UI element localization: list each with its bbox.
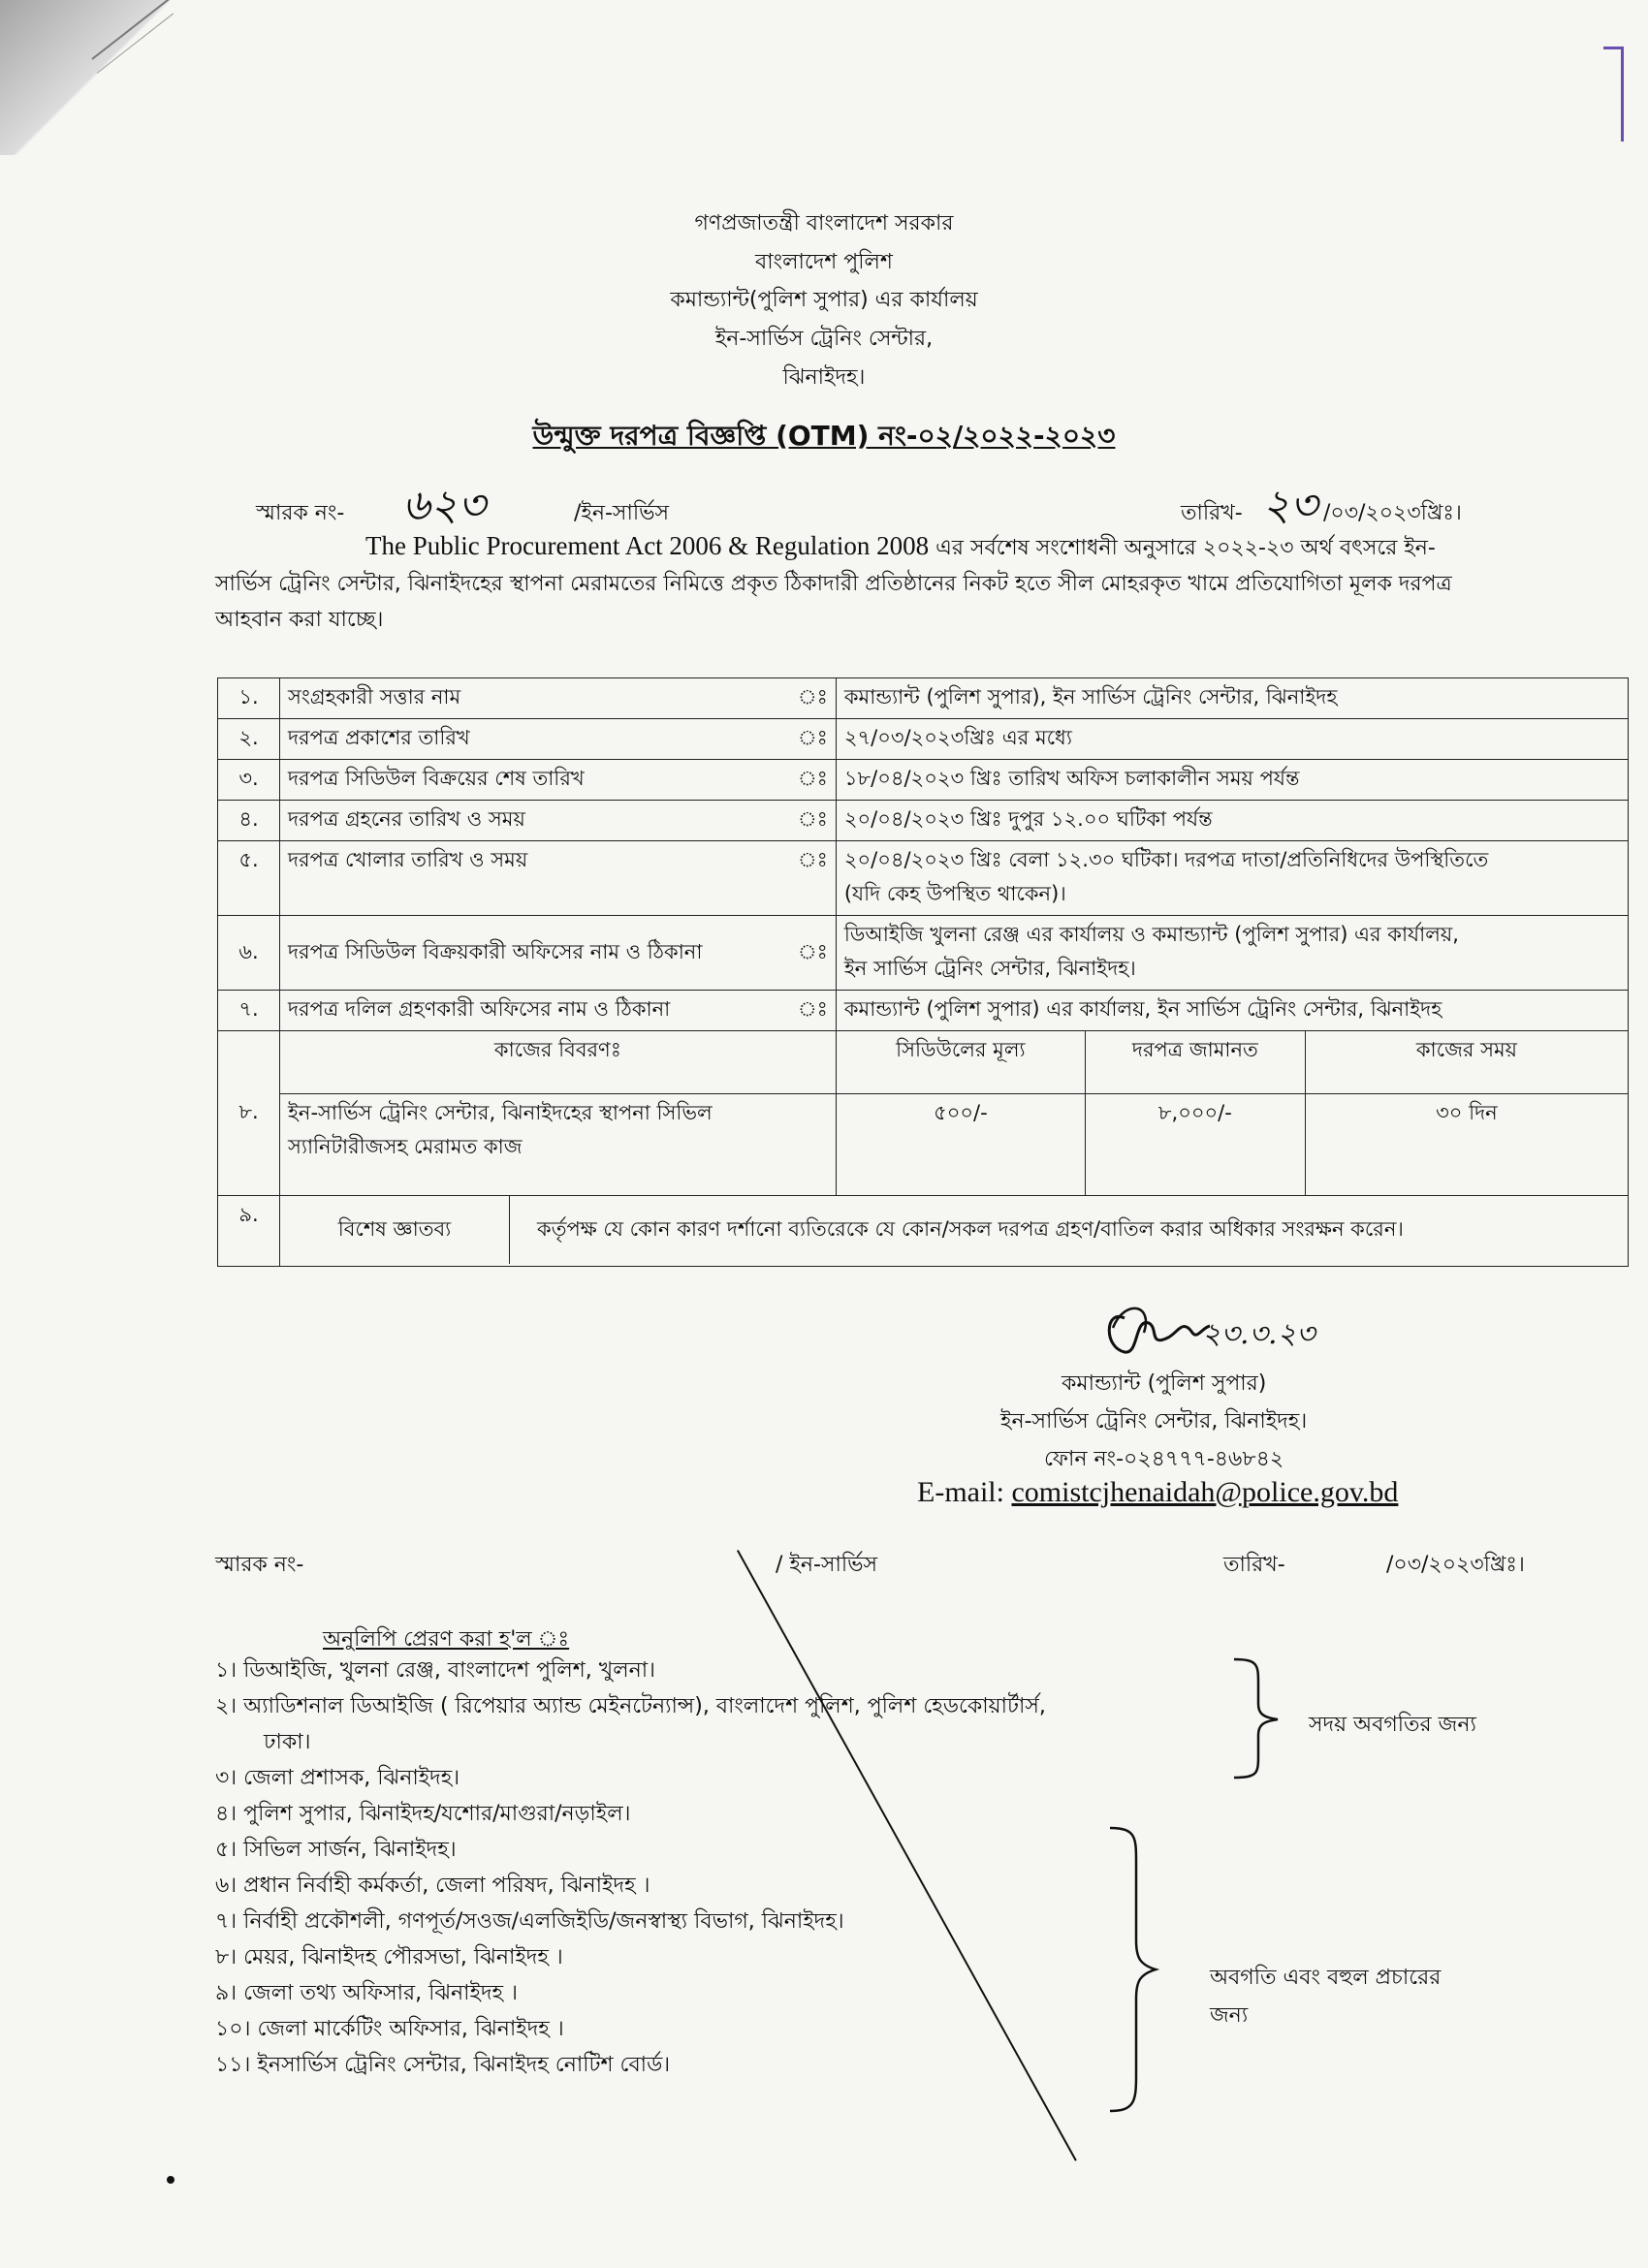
cc-list — [215, 1653, 1223, 2083]
table-row — [218, 678, 1629, 719]
row-label: দরপত্র প্রকাশের তারিখ — [280, 719, 791, 760]
memo-label: স্মারক নং- — [256, 501, 345, 525]
work-time-header: কাজের সময় — [1305, 1031, 1628, 1094]
work-value-row — [218, 1094, 1629, 1196]
row-value-line2: ইন সার্ভিস ট্রেনিং সেন্টার, ঝিনাইদহ। — [843, 957, 1136, 980]
header-district: ঝিনাইদহ। — [782, 365, 866, 390]
list-item: ৯। জেলা তথ্য অফিসার, ঝিনাইদহ । — [215, 1981, 518, 2005]
intro-line2: সার্ভিস ট্রেনিং সেন্টার, ঝিনাইদহের স্থাপনা মেরামতের নিমিত্তে প্রকৃত ঠিকাদারী প্রতিষ্ঠানের নিকট হতে সীল মোহরকৃত খামে প্রতিযোগিতা মূলক দরপত্র — [215, 572, 1452, 596]
row-number: ৯. — [218, 1196, 280, 1267]
memo2-date: /০৩/২০২৩খ্রিঃ। — [1386, 1553, 1525, 1577]
date-handwritten-day: ২৩ — [1262, 481, 1318, 530]
row-label: দরপত্র খোলার তারিখ ও সময় — [280, 841, 791, 916]
memo2-suffix: / ইন-সার্ভিস — [776, 1553, 878, 1577]
row-value-line1: ডিআইজি খুলনা রেঞ্জ এর কার্যালয় ও কমান্ড্যান্ট (পুলিশ সুপার) এর কার্যালয়, — [843, 923, 1459, 946]
list-item: ১। ডিআইজি, খুলনা রেঞ্জ, বাংলাদেশ পুলিশ, খুলনা। — [215, 1658, 655, 1683]
signatory-title: কমান্ড্যান্ট (পুলিশ সুপার) — [1062, 1371, 1267, 1396]
row-colon: ঃ — [790, 991, 836, 1031]
brace-icon — [1229, 1655, 1287, 1781]
list-item: ঢাকা। — [264, 1730, 311, 1754]
row-colon: ঃ — [790, 916, 836, 991]
tender-info-table — [217, 677, 1629, 1267]
table-row — [218, 916, 1629, 991]
row-colon: ঃ — [790, 841, 836, 916]
note-attention: সদয় অবগতির জন্য — [1309, 1713, 1476, 1737]
corner-mark — [1603, 47, 1624, 142]
signatory-org: ইন-সার্ভিস ট্রেনিং সেন্টার, ঝিনাইদহ। — [1000, 1409, 1308, 1433]
ink-dot — [167, 2176, 174, 2184]
row-label: সংগ্রহকারী সত্তার নাম — [280, 678, 791, 719]
work-desc-line1: ইন-সার্ভিস ট্রেনিং সেন্টার, ঝিনাইদহের স্থাপনা সিভিল — [288, 1101, 713, 1124]
row-number: ৩. — [218, 760, 280, 801]
date-label: তারিখ- — [1181, 501, 1243, 525]
table-row — [218, 841, 1629, 916]
header-office: কমান্ড্যান্ট(পুলিশ সুপার) এর কার্যালয় — [670, 288, 978, 312]
table-row — [218, 719, 1629, 760]
special-note-label: বিশেষ জ্ঞাতব্য — [280, 1196, 510, 1264]
signature-date: ২৩.৩.২৩ — [1202, 1317, 1315, 1351]
row-value: ২০/০৪/২০২৩ খ্রিঃ দুপুর ১২.০০ ঘটিকা পর্যন্ত — [836, 801, 1628, 841]
note-publicity-line2: জন্য — [1210, 2003, 1249, 2028]
list-item: ৭। নির্বাহী প্রকৌশলী, গণপূর্ত/সওজ/এলজিইডি/জনস্বাস্থ্য বিভাগ, ঝিনাইদহ। — [215, 1909, 844, 1934]
note-publicity-line1: অবগতি এবং বহুল প্রচারের — [1210, 1966, 1442, 1990]
row-value: ১৮/০৪/২০২৩ খ্রিঃ তারিখ অফিস চলাকালীন সময় পর্যন্ত — [836, 760, 1628, 801]
intro-line1: এর সর্বশেষ সংশোধনী অনুসারে ২০২২-২৩ অর্থ বৎসরে ইন- — [929, 536, 1436, 560]
email-line — [917, 1476, 1398, 1509]
phone-number: ফোন নং-০২৪৭৭৭-৪৬৮৪২ — [1044, 1447, 1284, 1471]
schedule-price-header: সিডিউলের মূল্য — [836, 1031, 1085, 1094]
header-center: ইন-সার্ভিস ট্রেনিং সেন্টার, — [714, 327, 934, 351]
row-value — [836, 916, 1628, 991]
row-value: কমান্ড্যান্ট (পুলিশ সুপার), ইন সার্ভিস ট্রেনিং সেন্টার, ঝিনাইদহ — [836, 678, 1628, 719]
list-item: ৬। প্রধান নির্বাহী কর্মকর্তা, জেলা পরিষদ, ঝিনাইদহ । — [215, 1874, 650, 1898]
row-colon: ঃ — [790, 719, 836, 760]
row-colon: ঃ — [790, 801, 836, 841]
list-item: ৮। মেয়র, ঝিনাইদহ পৌরসভা, ঝিনাইদহ । — [215, 1945, 563, 1969]
header-government: গণপ্রজাতন্ত্রী বাংলাদেশ সরকার — [694, 211, 954, 236]
header-police: বাংলাদেশ পুলিশ — [755, 250, 893, 274]
row-number: ৫. — [218, 841, 280, 916]
row-value-line1: ২০/০৪/২০২৩ খ্রিঃ বেলা ১২.৩০ ঘটিকা। দরপত্র দাতা/প্রতিনিধিদের উপস্থিতিতে — [843, 848, 1489, 871]
work-header-row — [218, 1031, 1629, 1094]
folded-corner — [0, 0, 213, 155]
list-item: ২। অ্যাডিশনাল ডিআইজি ( রিপেয়ার অ্যান্ড মেইনটেন্যান্স), বাংলাদেশ পুলিশ, পুলিশ হেডকোয়ার্টার্স, — [215, 1694, 1046, 1718]
page-title: উন্মুক্ত দরপত্র বিজ্ঞপ্তি (OTM) নং-০২/২০২২-২০২৩ — [532, 420, 1116, 452]
special-note-cell — [280, 1196, 1629, 1267]
security-header: দরপত্র জামানত — [1085, 1031, 1305, 1094]
list-item: ৪। পুলিশ সুপার, ঝিনাইদহ/যশোর/মাগুরা/নড়াইল। — [215, 1802, 631, 1826]
work-description — [280, 1094, 837, 1196]
work-time: ৩০ দিন — [1305, 1094, 1628, 1196]
row-value — [836, 841, 1628, 916]
special-note-text: কর্তৃপক্ষ যে কোন কারণ দর্শানো ব্যতিরেকে যে কোন/সকল দরপত্র গ্রহণ/বাতিল করার অধিকার সংরক্ষন করেন। — [537, 1216, 1404, 1241]
intro-line3: আহবান করা যাচ্ছে। — [215, 608, 384, 632]
schedule-price: ৫০০/- — [836, 1094, 1085, 1196]
row-value-line2: (যদি কেহ উপস্থিত থাকেন)। — [843, 882, 1066, 905]
row-number: ৮. — [218, 1031, 280, 1196]
row-label: দরপত্র গ্রহনের তারিখ ও সময় — [280, 801, 791, 841]
row-number: ৬. — [218, 916, 280, 991]
table-row — [218, 801, 1629, 841]
row-colon: ঃ — [790, 760, 836, 801]
list-item: ১১। ইনসার্ভিস ট্রেনিং সেন্টার, ঝিনাইদহ নোটিশ বোর্ড। — [215, 2053, 671, 2077]
row-label: দরপত্র দলিল গ্রহণকারী অফিসের নাম ও ঠিকানা — [280, 991, 791, 1031]
table-row — [218, 991, 1629, 1031]
memo-handwritten-number: ৬২৩ — [402, 481, 486, 530]
work-desc-header: কাজের বিবরণঃ — [280, 1031, 837, 1094]
row-number: ২. — [218, 719, 280, 760]
row-number: ৭. — [218, 991, 280, 1031]
memo2-label: স্মারক নং- — [215, 1553, 304, 1577]
table-row — [218, 760, 1629, 801]
list-item: ৩। জেলা প্রশাসক, ঝিনাইদহ। — [215, 1766, 460, 1790]
email-link[interactable]: comistcjhenaidah@police.gov.bd — [1011, 1476, 1399, 1508]
date-rest: /০৩/২০২৩খ্রিঃ। — [1323, 501, 1462, 525]
row-value: কমান্ড্যান্ট (পুলিশ সুপার) এর কার্যালয়, ইন সার্ভিস ট্রেনিং সেন্টার, ঝিনাইদহ — [836, 991, 1628, 1031]
cc-title: অনুলিপি প্রেরণ করা হ'ল ঃ — [323, 1627, 570, 1652]
list-item: ১০। জেলা মার্কেটিং অফিসার, ঝিনাইদহ । — [215, 2017, 564, 2041]
work-desc-line2: স্যানিটারীজসহ মেরামত কাজ — [288, 1135, 523, 1158]
intro-act: The Public Procurement Act 2006 & Regulation 2008 — [365, 531, 930, 560]
row-number: ৪. — [218, 801, 280, 841]
memo2-date-label: তারিখ- — [1223, 1553, 1285, 1577]
brace-icon — [1105, 1824, 1163, 2115]
row-label: দরপত্র সিডিউল বিক্রয়কারী অফিসের নাম ও ঠিকানা — [280, 916, 791, 991]
row-label: দরপত্র সিডিউল বিক্রয়ের শেষ তারিখ — [280, 760, 791, 801]
intro-paragraph — [215, 528, 1572, 638]
memo-suffix: /ইন-সার্ভিস — [574, 501, 670, 525]
list-item: ৫। সিভিল সার্জন, ঝিনাইদহ। — [215, 1838, 457, 1862]
email-label: E-mail: — [917, 1476, 1012, 1508]
security-amount: ৮,০০০/- — [1085, 1094, 1305, 1196]
row-number: ১. — [218, 678, 280, 719]
row-colon: ঃ — [790, 678, 836, 719]
special-note-row — [218, 1196, 1629, 1267]
row-value: ২৭/০৩/২০২৩খ্রিঃ এর মধ্যে — [836, 719, 1628, 760]
